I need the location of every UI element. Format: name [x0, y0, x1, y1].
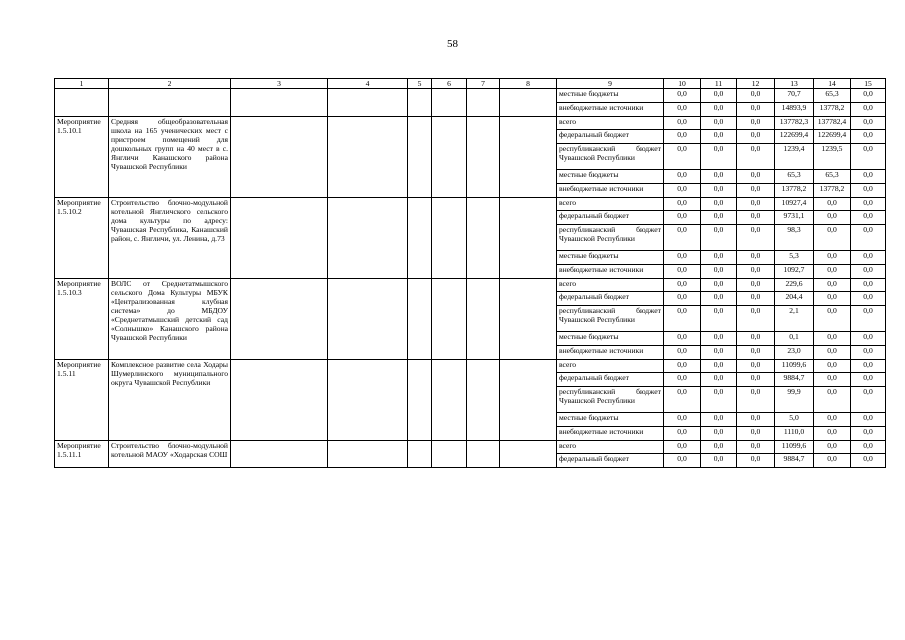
- value-cell-col10: 0,0: [664, 454, 701, 468]
- value-cell-col15: 0,0: [851, 279, 886, 292]
- value-cell-col11: 0,0: [701, 413, 737, 427]
- value-cell-col14: 0,0: [814, 198, 851, 211]
- value-cell-col12: 0,0: [737, 373, 775, 387]
- value-cell-col15: 0,0: [851, 441, 886, 454]
- measure-label-cell: Мероприятие 1.5.11.1: [55, 441, 109, 468]
- column-header-8: 8: [500, 79, 557, 89]
- column-header-15: 15: [851, 79, 886, 89]
- column-header-11: 11: [701, 79, 737, 89]
- measure-label-cell: [55, 89, 109, 117]
- value-cell-col15: 0,0: [851, 387, 886, 413]
- value-cell-col15: 0,0: [851, 265, 886, 279]
- empty-cell-col6: [432, 117, 467, 198]
- value-cell-col10: 0,0: [664, 251, 701, 265]
- value-cell-col10: 0,0: [664, 279, 701, 292]
- value-cell-col15: 0,0: [851, 413, 886, 427]
- value-cell-col10: 0,0: [664, 387, 701, 413]
- value-cell-col11: 0,0: [701, 198, 737, 211]
- value-cell-col15: 0,0: [851, 211, 886, 225]
- value-cell-col10: 0,0: [664, 184, 701, 198]
- value-cell-col14: 65,3: [814, 89, 851, 103]
- empty-cell-col7: [467, 279, 500, 360]
- funding-source-cell: местные бюджеты: [557, 170, 664, 184]
- empty-cell-col4: [328, 89, 408, 117]
- value-cell-col15: 0,0: [851, 225, 886, 251]
- empty-cell-col7: [467, 198, 500, 279]
- value-cell-col11: 0,0: [701, 265, 737, 279]
- funding-source-cell: внебюджетные источники: [557, 103, 664, 117]
- funding-source-cell: республиканский бюджет Чувашской Республики: [557, 225, 664, 251]
- empty-cell-col6: [432, 441, 467, 468]
- value-cell-col11: 0,0: [701, 387, 737, 413]
- funding-source-cell: республиканский бюджет Чувашской Республики: [557, 144, 664, 170]
- value-cell-col15: 0,0: [851, 360, 886, 373]
- value-cell-col10: 0,0: [664, 265, 701, 279]
- funding-source-cell: федеральный бюджет: [557, 130, 664, 144]
- measure-label-cell: Мероприятие 1.5.10.1: [55, 117, 109, 198]
- value-cell-col10: 0,0: [664, 144, 701, 170]
- value-cell-col14: 0,0: [814, 346, 851, 360]
- value-cell-col12: 0,0: [737, 211, 775, 225]
- measure-name-cell: Строительство блочно-модульной котельной Янгличского сельского дома культуры по адресу: Чувашская Республика, Канашский район, с. Янгличи, ул. Ленина, д.73: [109, 198, 231, 279]
- value-cell-col12: 0,0: [737, 360, 775, 373]
- column-header-5: 5: [408, 79, 432, 89]
- value-cell-col15: 0,0: [851, 346, 886, 360]
- value-cell-col15: 0,0: [851, 89, 886, 103]
- funding-source-cell: всего: [557, 117, 664, 130]
- column-header-13: 13: [775, 79, 814, 89]
- empty-cell-col8: [500, 360, 557, 441]
- empty-cell-col7: [467, 117, 500, 198]
- value-cell-col14: 13778,2: [814, 103, 851, 117]
- empty-cell-col5: [408, 198, 432, 279]
- empty-cell-col5: [408, 117, 432, 198]
- value-cell-col10: 0,0: [664, 211, 701, 225]
- value-cell-col15: 0,0: [851, 373, 886, 387]
- value-cell-col14: 0,0: [814, 427, 851, 441]
- empty-cell-col3: [231, 360, 328, 441]
- empty-cell-col4: [328, 360, 408, 441]
- column-header-9: 9: [557, 79, 664, 89]
- empty-cell-col4: [328, 117, 408, 198]
- value-cell-col14: 0,0: [814, 265, 851, 279]
- value-cell-col13: 14893,9: [775, 103, 814, 117]
- measure-label-cell: Мероприятие 1.5.11: [55, 360, 109, 441]
- value-cell-col14: 0,0: [814, 251, 851, 265]
- value-cell-col11: 0,0: [701, 346, 737, 360]
- value-cell-col14: 1239,5: [814, 144, 851, 170]
- measure-name-cell: ВОЛС от Среднетатмышского сельского Дома Культуры МБУК «Централизованная клубная система» до МБДОУ «Среднетатмышский детский сад «Солнышко» Канашского района Чувашской Республики: [109, 279, 231, 360]
- value-cell-col11: 0,0: [701, 441, 737, 454]
- value-cell-col11: 0,0: [701, 89, 737, 103]
- value-cell-col12: 0,0: [737, 144, 775, 170]
- value-cell-col12: 0,0: [737, 306, 775, 332]
- value-cell-col13: 10927,4: [775, 198, 814, 211]
- funding-source-cell: всего: [557, 198, 664, 211]
- funding-source-cell: внебюджетные источники: [557, 427, 664, 441]
- value-cell-col12: 0,0: [737, 89, 775, 103]
- value-cell-col11: 0,0: [701, 306, 737, 332]
- value-cell-col10: 0,0: [664, 306, 701, 332]
- value-cell-col12: 0,0: [737, 454, 775, 468]
- value-cell-col11: 0,0: [701, 292, 737, 306]
- value-cell-col12: 0,0: [737, 198, 775, 211]
- value-cell-col13: 137782,3: [775, 117, 814, 130]
- value-cell-col13: 11099,6: [775, 360, 814, 373]
- value-cell-col12: 0,0: [737, 413, 775, 427]
- value-cell-col10: 0,0: [664, 89, 701, 103]
- funding-source-cell: внебюджетные источники: [557, 184, 664, 198]
- funding-source-cell: всего: [557, 279, 664, 292]
- value-cell-col14: 0,0: [814, 441, 851, 454]
- measure-name-cell: Комплексное развитие села Ходары Шумерлинского муниципального округа Чувашской Республики: [109, 360, 231, 441]
- empty-cell-col8: [500, 279, 557, 360]
- value-cell-col14: 0,0: [814, 360, 851, 373]
- value-cell-col12: 0,0: [737, 279, 775, 292]
- value-cell-col15: 0,0: [851, 454, 886, 468]
- value-cell-col10: 0,0: [664, 346, 701, 360]
- value-cell-col12: 0,0: [737, 184, 775, 198]
- empty-cell-col8: [500, 89, 557, 117]
- value-cell-col12: 0,0: [737, 292, 775, 306]
- value-cell-col14: 0,0: [814, 373, 851, 387]
- value-cell-col12: 0,0: [737, 332, 775, 346]
- value-cell-col13: 9884,7: [775, 454, 814, 468]
- value-cell-col12: 0,0: [737, 170, 775, 184]
- empty-cell-col7: [467, 441, 500, 468]
- empty-cell-col6: [432, 360, 467, 441]
- value-cell-col12: 0,0: [737, 225, 775, 251]
- value-cell-col12: 0,0: [737, 346, 775, 360]
- table-row: [55, 279, 886, 292]
- column-header-3: 3: [231, 79, 328, 89]
- value-cell-col11: 0,0: [701, 373, 737, 387]
- value-cell-col15: 0,0: [851, 332, 886, 346]
- funding-source-cell: местные бюджеты: [557, 332, 664, 346]
- value-cell-col14: 0,0: [814, 292, 851, 306]
- value-cell-col15: 0,0: [851, 306, 886, 332]
- value-cell-col15: 0,0: [851, 184, 886, 198]
- empty-cell-col4: [328, 279, 408, 360]
- value-cell-col12: 0,0: [737, 441, 775, 454]
- value-cell-col15: 0,0: [851, 103, 886, 117]
- value-cell-col10: 0,0: [664, 427, 701, 441]
- value-cell-col11: 0,0: [701, 427, 737, 441]
- empty-cell-col6: [432, 279, 467, 360]
- value-cell-col11: 0,0: [701, 225, 737, 251]
- value-cell-col11: 0,0: [701, 332, 737, 346]
- value-cell-col13: 1239,4: [775, 144, 814, 170]
- column-header-2: 2: [109, 79, 231, 89]
- funding-source-cell: федеральный бюджет: [557, 454, 664, 468]
- value-cell-col13: 98,3: [775, 225, 814, 251]
- value-cell-col10: 0,0: [664, 117, 701, 130]
- value-cell-col10: 0,0: [664, 130, 701, 144]
- value-cell-col10: 0,0: [664, 373, 701, 387]
- empty-cell-col7: [467, 360, 500, 441]
- value-cell-col10: 0,0: [664, 360, 701, 373]
- empty-cell-col8: [500, 117, 557, 198]
- value-cell-col14: 0,0: [814, 454, 851, 468]
- column-header-4: 4: [328, 79, 408, 89]
- funding-source-cell: местные бюджеты: [557, 413, 664, 427]
- value-cell-col11: 0,0: [701, 117, 737, 130]
- empty-cell-col4: [328, 198, 408, 279]
- value-cell-col15: 0,0: [851, 130, 886, 144]
- value-cell-col13: 2,1: [775, 306, 814, 332]
- value-cell-col13: 9884,7: [775, 373, 814, 387]
- value-cell-col14: 0,0: [814, 279, 851, 292]
- value-cell-col13: 1110,0: [775, 427, 814, 441]
- value-cell-col10: 0,0: [664, 413, 701, 427]
- value-cell-col12: 0,0: [737, 251, 775, 265]
- value-cell-col10: 0,0: [664, 292, 701, 306]
- column-header-12: 12: [737, 79, 775, 89]
- value-cell-col12: 0,0: [737, 387, 775, 413]
- empty-cell-col7: [467, 89, 500, 117]
- empty-cell-col5: [408, 279, 432, 360]
- empty-cell-col4: [328, 441, 408, 468]
- measure-name-cell: Строительство блочно-модульной котельной МАОУ «Ходарская СОШ: [109, 441, 231, 468]
- value-cell-col10: 0,0: [664, 225, 701, 251]
- value-cell-col13: 9731,1: [775, 211, 814, 225]
- empty-cell-col6: [432, 89, 467, 117]
- value-cell-col13: 11099,6: [775, 441, 814, 454]
- table-row: [55, 117, 886, 130]
- value-cell-col11: 0,0: [701, 251, 737, 265]
- value-cell-col13: 13778,2: [775, 184, 814, 198]
- value-cell-col13: 229,6: [775, 279, 814, 292]
- empty-cell-col8: [500, 441, 557, 468]
- value-cell-col12: 0,0: [737, 103, 775, 117]
- value-cell-col10: 0,0: [664, 441, 701, 454]
- funding-source-cell: всего: [557, 360, 664, 373]
- value-cell-col14: 65,3: [814, 170, 851, 184]
- empty-cell-col6: [432, 198, 467, 279]
- value-cell-col12: 0,0: [737, 117, 775, 130]
- table-row: [55, 441, 886, 454]
- value-cell-col13: 99,9: [775, 387, 814, 413]
- value-cell-col13: 70,7: [775, 89, 814, 103]
- value-cell-col11: 0,0: [701, 454, 737, 468]
- empty-cell-col3: [231, 198, 328, 279]
- value-cell-col11: 0,0: [701, 144, 737, 170]
- value-cell-col14: 122699,4: [814, 130, 851, 144]
- column-header-14: 14: [814, 79, 851, 89]
- funding-source-cell: республиканский бюджет Чувашской Республики: [557, 387, 664, 413]
- value-cell-col15: 0,0: [851, 170, 886, 184]
- measure-name-cell: Средняя общеобразовательная школа на 165 ученических мест с пристроем помещений для дошкольных групп на 40 мест в с. Янгличи Канашского района Чувашской Республики: [109, 117, 231, 198]
- table-row: [55, 198, 886, 211]
- value-cell-col12: 0,0: [737, 427, 775, 441]
- empty-cell-col3: [231, 279, 328, 360]
- value-cell-col14: 0,0: [814, 387, 851, 413]
- column-header-1: 1: [55, 79, 109, 89]
- value-cell-col12: 0,0: [737, 130, 775, 144]
- funding-source-cell: республиканский бюджет Чувашской Республики: [557, 306, 664, 332]
- funding-source-cell: внебюджетные источники: [557, 265, 664, 279]
- value-cell-col13: 204,4: [775, 292, 814, 306]
- value-cell-col15: 0,0: [851, 117, 886, 130]
- value-cell-col14: 0,0: [814, 332, 851, 346]
- measure-label-cell: Мероприятие 1.5.10.3: [55, 279, 109, 360]
- value-cell-col11: 0,0: [701, 360, 737, 373]
- empty-cell-col8: [500, 198, 557, 279]
- value-cell-col15: 0,0: [851, 144, 886, 170]
- funding-source-cell: местные бюджеты: [557, 251, 664, 265]
- empty-cell-col5: [408, 441, 432, 468]
- value-cell-col14: 0,0: [814, 225, 851, 251]
- value-cell-col13: 65,3: [775, 170, 814, 184]
- value-cell-col13: 1092,7: [775, 265, 814, 279]
- measure-name-cell: [109, 89, 231, 117]
- funding-source-cell: внебюджетные источники: [557, 346, 664, 360]
- value-cell-col12: 0,0: [737, 265, 775, 279]
- value-cell-col11: 0,0: [701, 211, 737, 225]
- funding-source-cell: федеральный бюджет: [557, 292, 664, 306]
- value-cell-col15: 0,0: [851, 251, 886, 265]
- value-cell-col13: 0,1: [775, 332, 814, 346]
- measure-label-cell: Мероприятие 1.5.10.2: [55, 198, 109, 279]
- column-header-row: [55, 79, 886, 89]
- column-header-7: 7: [467, 79, 500, 89]
- empty-cell-col3: [231, 117, 328, 198]
- value-cell-col14: 0,0: [814, 211, 851, 225]
- table-row: [55, 360, 886, 373]
- column-header-6: 6: [432, 79, 467, 89]
- funding-source-cell: всего: [557, 441, 664, 454]
- empty-cell-col5: [408, 89, 432, 117]
- value-cell-col14: 137782,4: [814, 117, 851, 130]
- value-cell-col14: 0,0: [814, 306, 851, 332]
- value-cell-col13: 5,0: [775, 413, 814, 427]
- value-cell-col10: 0,0: [664, 198, 701, 211]
- budget-table: [54, 78, 886, 468]
- value-cell-col11: 0,0: [701, 184, 737, 198]
- value-cell-col11: 0,0: [701, 279, 737, 292]
- funding-source-cell: федеральный бюджет: [557, 373, 664, 387]
- empty-cell-col3: [231, 441, 328, 468]
- table-row: [55, 89, 886, 103]
- funding-source-cell: местные бюджеты: [557, 89, 664, 103]
- value-cell-col10: 0,0: [664, 103, 701, 117]
- column-header-10: 10: [664, 79, 701, 89]
- value-cell-col15: 0,0: [851, 198, 886, 211]
- value-cell-col13: 23,0: [775, 346, 814, 360]
- page-number: 58: [447, 38, 458, 50]
- value-cell-col15: 0,0: [851, 427, 886, 441]
- value-cell-col14: 13778,2: [814, 184, 851, 198]
- value-cell-col13: 5,3: [775, 251, 814, 265]
- funding-source-cell: федеральный бюджет: [557, 211, 664, 225]
- value-cell-col11: 0,0: [701, 103, 737, 117]
- value-cell-col11: 0,0: [701, 170, 737, 184]
- value-cell-col10: 0,0: [664, 332, 701, 346]
- empty-cell-col5: [408, 360, 432, 441]
- value-cell-col14: 0,0: [814, 413, 851, 427]
- value-cell-col15: 0,0: [851, 292, 886, 306]
- empty-cell-col3: [231, 89, 328, 117]
- value-cell-col11: 0,0: [701, 130, 737, 144]
- value-cell-col10: 0,0: [664, 170, 701, 184]
- value-cell-col13: 122699,4: [775, 130, 814, 144]
